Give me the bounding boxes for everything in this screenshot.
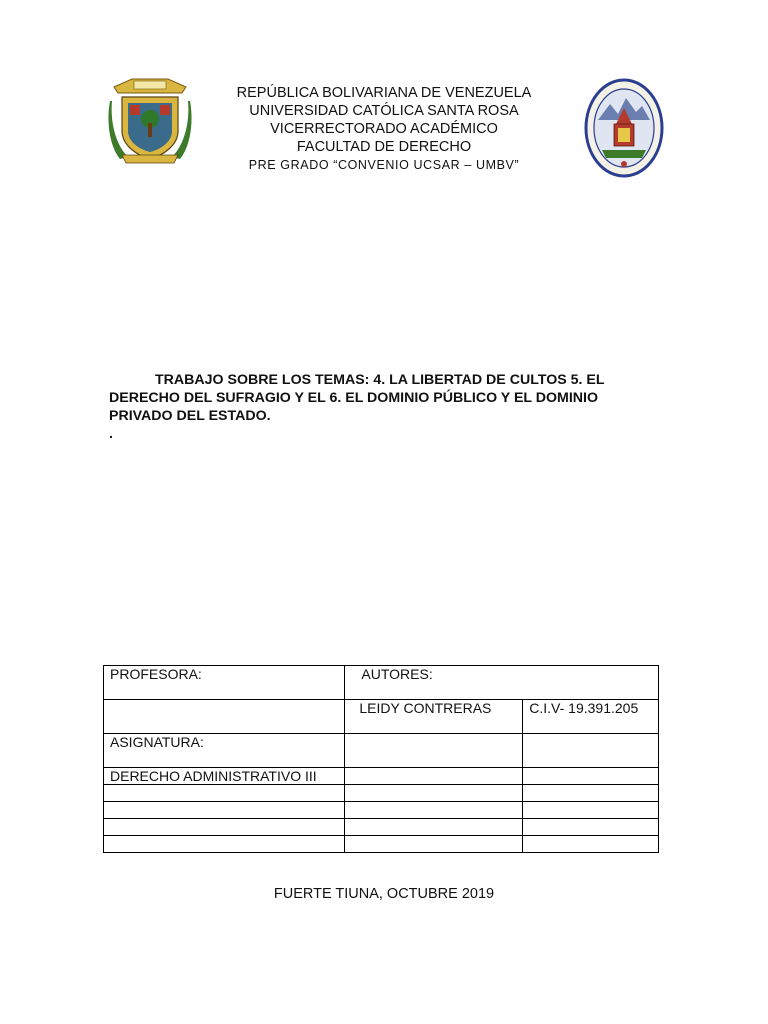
table-cell [523,802,659,819]
table-row [104,700,659,734]
table-cell [345,768,523,785]
title-trailing-dot: . [109,426,113,442]
table-cell [104,785,345,802]
author-name: LEIDY CONTRERAS [345,700,523,734]
umbv-seal-logo [584,78,664,178]
title-line-1: TRABAJO SOBRE LOS TEMAS: 4. LA LIBERTAD DE CULTOS 5. EL [155,372,605,388]
table-row [104,802,659,819]
author-id: C.I.V- 19.391.205 [523,700,659,734]
table-row [104,785,659,802]
table-cell [523,785,659,802]
table-cell [104,836,345,853]
authors-table [103,665,659,853]
table-row [104,768,659,785]
document-title [109,371,657,443]
table-row [104,836,659,853]
table-cell [523,734,659,768]
asignatura-label: ASIGNATURA: [104,734,345,768]
header-line-republica: REPÚBLICA BOLIVARIANA DE VENEZUELA [236,85,532,101]
asignatura-value: DERECHO ADMINISTRATIVO III [104,768,345,785]
table-row [104,819,659,836]
table-cell [104,819,345,836]
title-line-2: DERECHO DEL SUFRAGIO Y EL 6. EL DOMINIO PÚBLICO Y EL DOMINIO [109,390,599,406]
header-line-universidad: UNIVERSIDAD CATÓLICA SANTA ROSA [249,103,519,119]
header-subtitle: PRE GRADO “CONVENIO UCSAR – UMBV” [248,158,520,172]
table-row [104,734,659,768]
table-cell [523,819,659,836]
table-cell [345,836,523,853]
table-cell [523,768,659,785]
table-cell [345,734,523,768]
table-cell [104,802,345,819]
autores-label: AUTORES: [345,666,659,700]
header-line-vicerrectorado: VICERRECTORADO ACADÉMICO [270,121,498,137]
place-date-footer: FUERTE TIUNA, OCTUBRE 2019 [273,886,495,902]
ucsar-shield-logo [108,73,192,165]
table-cell [345,819,523,836]
institution-header [200,84,568,174]
table-cell [345,785,523,802]
table-cell [345,802,523,819]
table-row [104,666,659,700]
title-line-3: PRIVADO DEL ESTADO. [109,408,271,424]
header-line-facultad: FACULTAD DE DERECHO [296,139,472,155]
table-cell [104,700,345,734]
profesora-label: PROFESORA: [104,666,345,700]
table-cell [523,836,659,853]
